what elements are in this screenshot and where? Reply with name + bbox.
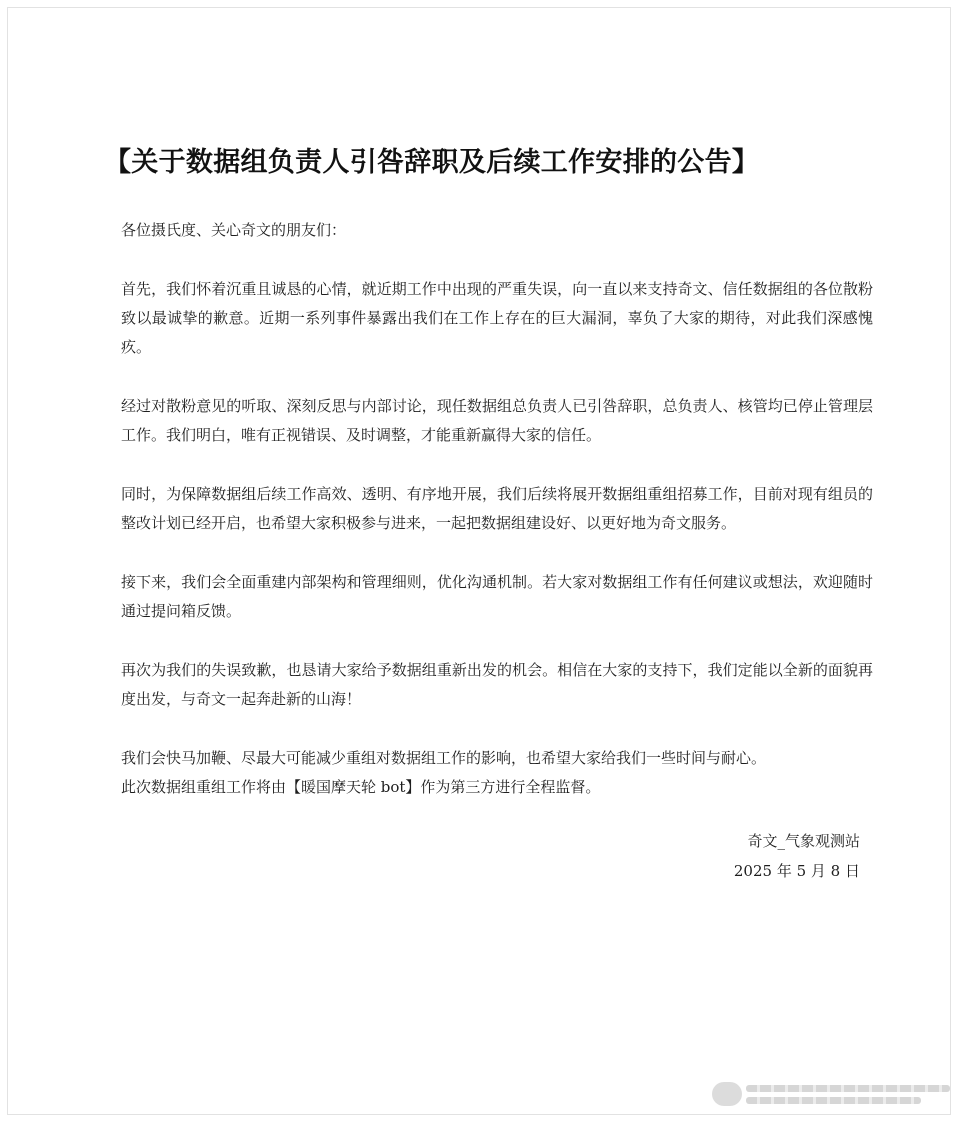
signature-block	[734, 826, 860, 886]
document-page	[7, 7, 951, 1115]
announcement-body	[121, 216, 873, 802]
greeting-line: 各位摄氏度、关心奇文的朋友们：	[121, 221, 347, 239]
paragraph-renewed-start: 再次为我们的失误致歉，也恳请大家给予数据组重新出发的机会。相信在大家的支持下，我们定能以全新的面貌再度出发，与奇文一起奔赴新的山海！	[121, 661, 873, 708]
watermark-logo-icon	[712, 1082, 742, 1106]
closing-line-patience: 我们会快马加鞭、尽最大可能减少重组对数据组工作的影响，也希望大家给我们一些时间与耐心。	[121, 749, 767, 767]
paragraph-apology: 首先，我们怀着沉重且诚恳的心情，就近期工作中出现的严重失误，向一直以来支持奇文、信任数据组的各位散粉致以最诚挚的歉意。近期一系列事件暴露出我们在工作上存在的巨大漏洞，辜负了大家的期待，对此我们深感愧疚。	[121, 280, 873, 356]
paragraph-recruitment: 同时，为保障数据组后续工作高效、透明、有序地开展，我们后续将展开数据组重组招募工作，目前对现有组员的整改计划已经开启，也希望大家积极参与进来，一起把数据组建设好、以更好地为奇文服务。	[121, 485, 873, 532]
announcement-title: 【关于数据组负责人引咎辞职及后续工作安排的公告】	[104, 147, 760, 178]
paragraph-resignation: 经过对散粉意见的听取、深刻反思与内部讨论，现任数据组总负责人已引咎辞职，总负责人、核管均已停止管理层工作。我们明白，唯有正视错误、及时调整，才能重新赢得大家的信任。	[121, 397, 873, 444]
source-watermark	[712, 1076, 950, 1112]
signature-organization: 奇文_气象观测站	[747, 832, 860, 850]
paragraph-restructure: 接下来，我们会全面重建内部架构和管理细则，优化沟通机制。若大家对数据组工作有任何建议或想法，欢迎随时通过提问箱反馈。	[121, 573, 873, 620]
signature-date: 2025 年 5 月 8 日	[733, 862, 860, 880]
closing-line-supervision: 此次数据组重组工作将由【暖国摩天轮 bot】作为第三方进行全程监督。	[121, 778, 601, 796]
